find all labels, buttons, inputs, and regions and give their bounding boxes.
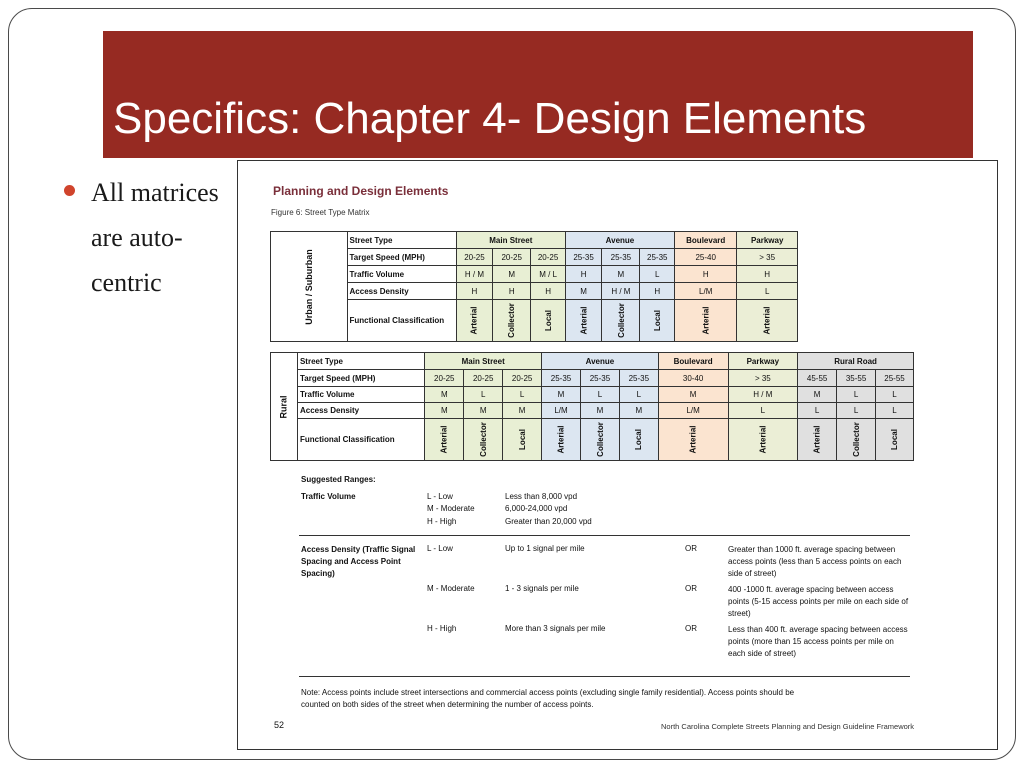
urban-density-cell: H [640,283,675,300]
rural-class-cell [837,419,876,461]
rural-speed-cell: 20-25 [503,370,542,387]
urban-speed-cell: 25-40 [675,249,737,266]
urban-class-cell [456,300,492,342]
rural-density-cell: M [425,403,464,419]
urban-class-cell [640,300,675,342]
ad-or: OR [685,584,697,593]
urban-class-cell [737,300,798,342]
ad-desc: Up to 1 signal per mile [505,544,585,553]
rural-volume-cell: M [542,387,581,403]
urban-density-cell: H [493,283,531,300]
tv-desc: Less than 8,000 vpd [505,492,578,501]
rural-class-text: Local [634,429,644,450]
urban-speed-cell: 25-35 [565,249,601,266]
rural-density-cell: L/M [542,403,581,419]
rural-class-cell [503,419,542,461]
rural-volume-cell: L [837,387,876,403]
urban-boulevard-header: Boulevard [675,232,737,249]
urban-avenue-header: Avenue [565,232,674,249]
rural-main-street-header: Main Street [425,353,542,370]
urban-volume-cell: M [493,266,531,283]
rural-speed-cell: > 35 [728,370,798,387]
ranges-title: Suggested Ranges: [301,475,376,484]
urban-speed-cell: 20-25 [531,249,566,266]
urban-street-type-label: Street Type [347,232,456,249]
access-density-range-label: Access Density (Traffic Signal Spacing and Access Point Spacing) [301,545,416,578]
ad-desc: More than 3 signals per mile [505,624,606,633]
ad-alt: Greater than 1000 ft. average spacing between access points (less than 5 access points on each side of street) [728,545,902,578]
ad-desc: 1 - 3 signals per mile [505,584,579,593]
rural-volume-cell: L [580,387,619,403]
rural-street-type-label: Street Type [297,353,424,370]
urban-speed-cell: > 35 [737,249,798,266]
figure-caption: Figure 6: Street Type Matrix [271,208,370,217]
rural-avenue-header: Avenue [542,353,659,370]
rural-density-cell: M [619,403,658,419]
urban-class-cell [493,300,531,342]
rural-class-text: Local [890,429,900,450]
ad-or: OR [685,624,697,633]
rural-road-header: Rural Road [798,353,914,370]
traffic-volume-range-label: Traffic Volume [301,492,356,501]
urban-volume-cell: H [737,266,798,283]
urban-speed-cell: 25-35 [640,249,675,266]
rural-class-text: Arterial [556,425,566,454]
urban-class-text: Local [652,310,662,331]
rural-class-text: Arterial [439,425,449,454]
urban-class-text: Local [543,310,553,331]
rural-volume-cell: L [503,387,542,403]
rural-class-text: Collector [851,422,861,457]
document-image [237,160,998,750]
urban-density-cell: H [531,283,566,300]
rural-class-cell [464,419,503,461]
urban-volume-cell: H [565,266,601,283]
rural-density-cell: L [728,403,798,419]
urban-class-text: Collector [507,303,517,338]
urban-functional-classification-label: Functional Classification [347,300,456,342]
rural-class-cell [580,419,619,461]
rural-access-density-label: Access Density [297,403,424,419]
rural-class-text: Collector [478,422,488,457]
urban-class-cell [602,300,640,342]
rural-class-cell [876,419,914,461]
urban-volume-cell: H [675,266,737,283]
bullet-text: All matrices are auto-centric [91,178,219,297]
rural-density-cell: L [876,403,914,419]
rural-speed-cell: 20-25 [464,370,503,387]
rural-class-cell [619,419,658,461]
urban-density-cell: L/M [675,283,737,300]
urban-volume-cell: M / L [531,266,566,283]
page-number: 52 [274,720,285,730]
rural-speed-cell: 45-55 [798,370,837,387]
rural-side-label: Rural [278,394,289,419]
tv-desc: Greater than 20,000 vpd [505,517,592,526]
rural-class-cell [542,419,581,461]
title-banner [103,31,973,158]
rural-speed-cell: 20-25 [425,370,464,387]
ad-alt: 400 -1000 ft. average spacing between access points (5-15 access points per mile on each side of street) [728,585,909,618]
rural-density-cell: M [464,403,503,419]
note-divider [299,676,910,677]
tv-code: H - High [427,517,457,526]
rural-traffic-volume-label: Traffic Volume [297,387,424,403]
urban-class-text: Arterial [701,306,711,335]
urban-matrix [270,231,798,342]
urban-traffic-volume-label: Traffic Volume [347,266,456,283]
urban-class-cell [565,300,601,342]
rural-class-cell [425,419,464,461]
rural-volume-cell: M [798,387,837,403]
urban-speed-cell: 25-35 [602,249,640,266]
rural-density-cell: M [580,403,619,419]
rural-volume-cell: L [464,387,503,403]
urban-volume-cell: L [640,266,675,283]
rural-density-cell: L/M [658,403,728,419]
rural-speed-cell: 25-35 [580,370,619,387]
note-text: Note: Access points include street intersections and commercial access points (excluding single family residential). Access points should be counted on both sides of the street when determining the number of access points. [301,688,795,709]
urban-density-cell: H [456,283,492,300]
urban-class-cell [531,300,566,342]
rural-density-cell: L [798,403,837,419]
rural-class-text: Arterial [812,425,822,454]
ad-alt: Less than 400 ft. average spacing between access points (more than 15 access points per mile on each side of street) [728,625,908,658]
ad-code: L - Low [427,544,453,553]
urban-volume-cell: M [602,266,640,283]
urban-main-street-header: Main Street [456,232,565,249]
rural-class-cell [798,419,837,461]
rural-boulevard-header: Boulevard [658,353,728,370]
urban-density-cell: M [565,283,601,300]
rural-class-cell [658,419,728,461]
urban-access-density-label: Access Density [347,283,456,300]
ad-code: M - Moderate [427,584,475,593]
rural-volume-cell: M [425,387,464,403]
document-footer: North Carolina Complete Streets Planning and Design Guideline Framework [661,722,915,731]
tv-code: L - Low [427,492,453,501]
rural-volume-cell: L [619,387,658,403]
doc-heading: Planning and Design Elements [273,184,449,198]
rural-speed-cell: 35-55 [837,370,876,387]
tv-desc: 6,000-24,000 vpd [505,504,568,513]
rural-density-cell: M [503,403,542,419]
urban-speed-cell: 20-25 [493,249,531,266]
rural-side-cell [271,353,298,461]
rural-matrix [270,352,914,461]
urban-side-cell [271,232,348,342]
rural-volume-cell: M [658,387,728,403]
rural-target-speed-label: Target Speed (MPH) [297,370,424,387]
urban-speed-cell: 20-25 [456,249,492,266]
rural-volume-cell: H / M [728,387,798,403]
rural-volume-cell: L [876,387,914,403]
rural-class-cell [728,419,798,461]
rural-speed-cell: 25-35 [619,370,658,387]
rural-class-text: Collector [595,422,605,457]
ad-or: OR [685,544,697,553]
tv-code: M - Moderate [427,504,475,513]
bullet-dot-icon [64,185,75,196]
urban-class-text: Arterial [762,306,772,335]
rural-speed-cell: 25-55 [876,370,914,387]
urban-target-speed-label: Target Speed (MPH) [347,249,456,266]
urban-class-text: Collector [616,303,626,338]
urban-class-text: Arterial [469,306,479,335]
rural-class-text: Arterial [758,425,768,454]
rural-speed-cell: 25-35 [542,370,581,387]
urban-class-cell [675,300,737,342]
slide-title: Specifics: Chapter 4- Design Elements [113,94,867,143]
rural-speed-cell: 30-40 [658,370,728,387]
urban-class-text: Arterial [579,306,589,335]
urban-volume-cell: H / M [456,266,492,283]
ranges-divider [299,535,910,536]
urban-side-label: Urban / Suburban [303,248,314,325]
rural-class-text: Arterial [688,425,698,454]
rural-density-cell: L [837,403,876,419]
rural-functional-classification-label: Functional Classification [297,419,424,461]
urban-parkway-header: Parkway [737,232,798,249]
rural-parkway-header: Parkway [728,353,798,370]
rural-class-text: Local [517,429,527,450]
ad-code: H - High [427,624,457,633]
urban-density-cell: H / M [602,283,640,300]
urban-density-cell: L [737,283,798,300]
